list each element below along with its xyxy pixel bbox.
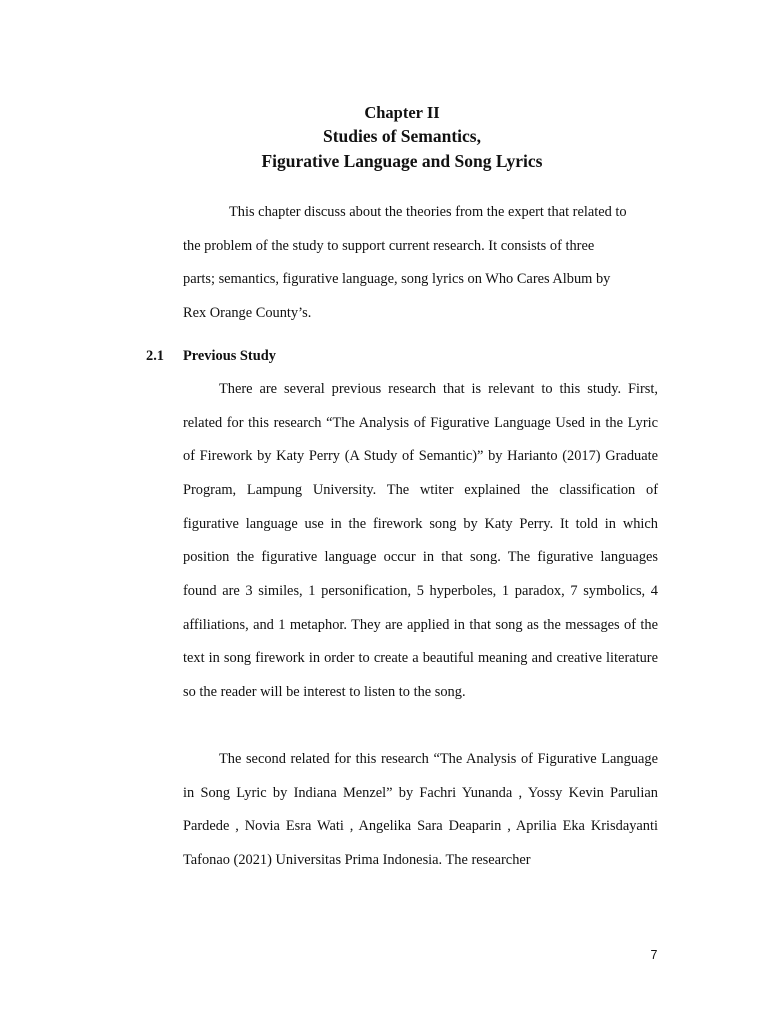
intro-paragraph [183, 196, 658, 331]
section-number: 2.1 [146, 348, 164, 364]
intro-line-2: the problem of the study to support current research. It consists of three [183, 237, 595, 254]
intro-line-3: parts; semantics, figurative language, song lyrics on Who Cares Album by [183, 271, 611, 288]
intro-line-1: This chapter discuss about the theories from the expert that related to [229, 204, 627, 220]
body-paragraph-2: The second related for this research “The Analysis of Figurative Language in Song Lyric by Indiana Menzel” by Fachri Yunanda , Yossy Kevin Parulian Pardede , Novia Esra Wati , Angelika Sara Deaparin , Aprilia Eka Krisdayanti Tafonao (2021) Universitas Prima Indonesia. The researcher [183, 751, 658, 868]
section-title: Previous Study [183, 348, 276, 364]
body-paragraph-1: There are several previous research that is relevant to this study. First, related for this research “The Analysis of Figurative Language Used in the Lyric of Firework by Katy Perry (A Study of Semantic)” by Harianto (2017) Graduate Program, Lampung University. The wtiter explained the classification of figurative language use in the firework song by Katy Perry. It told in which position the figurative language occur in that song. The figurative languages found are 3 similes, 1 personification, 5 hyperboles, 1 paradox, 7 symbolics, 4 affiliations, and 1 metaphor. They are applied in that song as the messages of the text in song firework in order to create a beautiful meaning and creative literature so the reader will be interest to listen to the song. [183, 381, 658, 700]
chapter-label: Chapter II [364, 103, 440, 122]
section-heading [146, 345, 276, 367]
chapter-title-line-2: Figurative Language and Song Lyrics [261, 151, 543, 171]
intro-line-4: Rex Orange County’s. [183, 305, 312, 322]
page-number: 7 [650, 948, 658, 962]
chapter-title-line-1: Studies of Semantics, [323, 126, 481, 146]
